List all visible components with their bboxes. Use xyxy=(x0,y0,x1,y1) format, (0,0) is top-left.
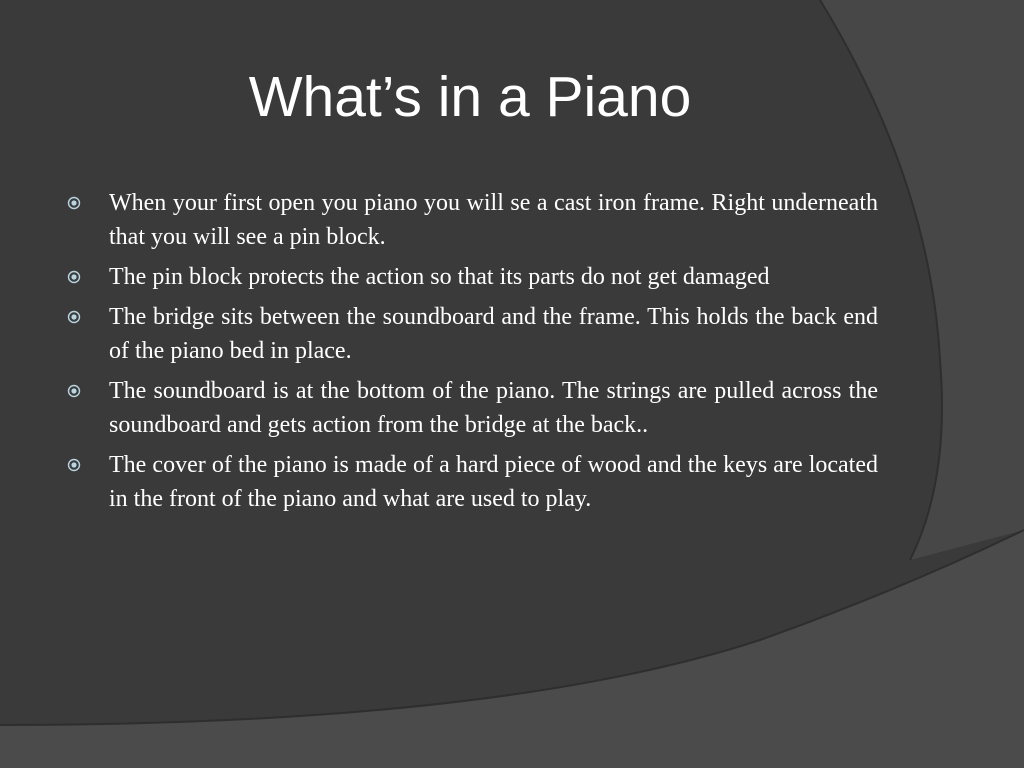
bullet-item xyxy=(64,260,878,294)
bullet-item xyxy=(64,300,878,368)
bullet-text: The soundboard is at the bottom of the piano. The strings are pulled across the soundboard and gets action from the bridge at the back.. xyxy=(109,378,878,438)
bottom-swoosh-panel xyxy=(0,530,1024,768)
bullet-list xyxy=(64,186,878,522)
slide-title: What’s in a Piano xyxy=(248,65,692,129)
circled-dot-bullet-icon xyxy=(67,270,81,284)
bullet-item xyxy=(64,448,878,516)
bullet-text: The cover of the piano is made of a hard piece of wood and the keys are located in the front of the piano and what are used to play. xyxy=(109,452,878,512)
bullet-item xyxy=(64,186,878,254)
circled-dot-bullet-icon xyxy=(67,458,81,472)
bullet-text: When your first open you piano you will se a cast iron frame. Right underneath that you will see a pin block. xyxy=(109,190,878,250)
bullet-text: The bridge sits between the soundboard and the frame. This holds the back end of the piano bed in place. xyxy=(109,304,878,364)
circled-dot-bullet-icon xyxy=(67,384,81,398)
bullet-item xyxy=(64,374,878,442)
circled-dot-bullet-icon xyxy=(67,310,81,324)
bullet-text: The pin block protects the action so that its parts do not get damaged xyxy=(109,264,770,290)
circled-dot-bullet-icon xyxy=(67,196,81,210)
